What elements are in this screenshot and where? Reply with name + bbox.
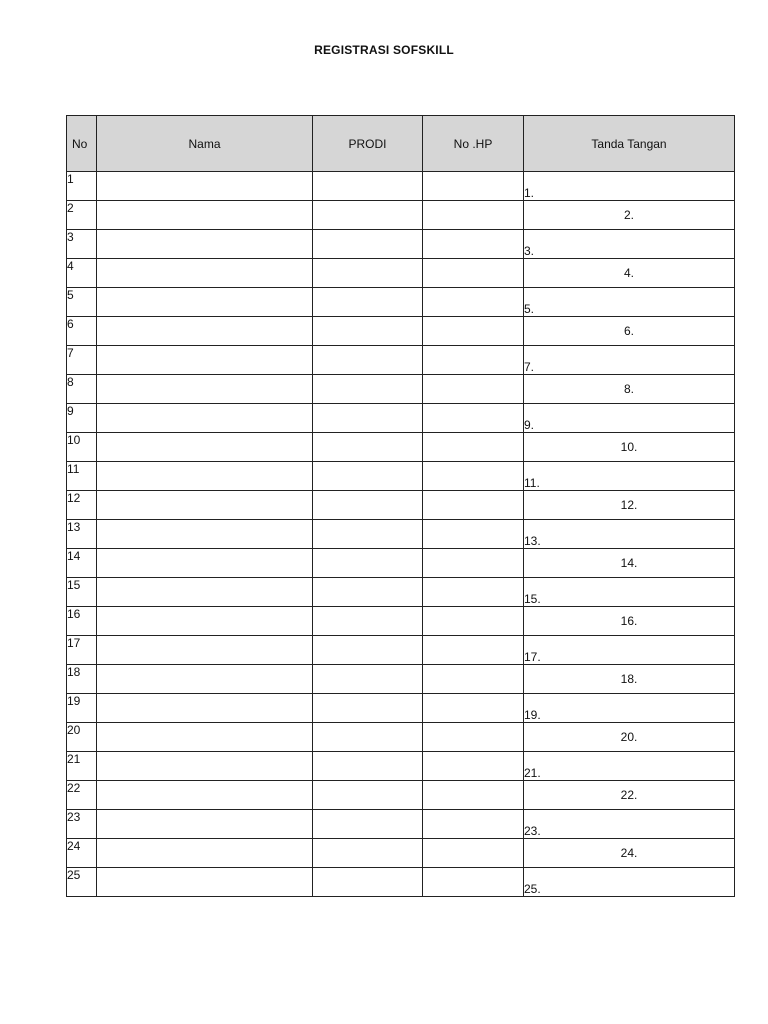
nama-cell[interactable] (97, 201, 313, 230)
nohp-cell[interactable] (423, 636, 524, 665)
table-row (67, 607, 735, 636)
nama-cell[interactable] (97, 346, 313, 375)
column-header-tanda-tangan: Tanda Tangan (524, 116, 735, 172)
nama-cell[interactable] (97, 172, 313, 201)
row-number: 20 (67, 723, 97, 752)
nohp-cell[interactable] (423, 230, 524, 259)
signature-cell[interactable]: 21. (524, 752, 735, 781)
table-row (67, 636, 735, 665)
prodi-cell[interactable] (313, 259, 423, 288)
row-number: 11 (67, 462, 97, 491)
nohp-cell[interactable] (423, 694, 524, 723)
nama-cell[interactable] (97, 404, 313, 433)
prodi-cell[interactable] (313, 288, 423, 317)
nama-cell[interactable] (97, 433, 313, 462)
signature-cell[interactable]: 20. (524, 723, 735, 752)
signature-cell[interactable]: 12. (524, 491, 735, 520)
column-header-prodi: PRODI (313, 116, 423, 172)
row-number: 17 (67, 636, 97, 665)
signature-cell[interactable]: 14. (524, 549, 735, 578)
nohp-cell[interactable] (423, 317, 524, 346)
nohp-cell[interactable] (423, 520, 524, 549)
nama-cell[interactable] (97, 665, 313, 694)
prodi-cell[interactable] (313, 868, 423, 897)
table-row (67, 433, 735, 462)
signature-cell[interactable]: 9. (524, 404, 735, 433)
signature-cell[interactable]: 22. (524, 781, 735, 810)
table-row (67, 578, 735, 607)
row-number: 22 (67, 781, 97, 810)
column-header-nohp: No .HP (423, 116, 524, 172)
column-header-nama: Nama (97, 116, 313, 172)
signature-cell[interactable]: 3. (524, 230, 735, 259)
signature-cell[interactable]: 19. (524, 694, 735, 723)
prodi-cell[interactable] (313, 752, 423, 781)
nohp-cell[interactable] (423, 665, 524, 694)
signature-cell[interactable]: 7. (524, 346, 735, 375)
nama-cell[interactable] (97, 636, 313, 665)
nohp-cell[interactable] (423, 810, 524, 839)
nama-cell[interactable] (97, 549, 313, 578)
signature-cell[interactable]: 23. (524, 810, 735, 839)
prodi-cell[interactable] (313, 578, 423, 607)
nama-cell[interactable] (97, 317, 313, 346)
nama-cell[interactable] (97, 752, 313, 781)
row-number: 9 (67, 404, 97, 433)
nama-cell[interactable] (97, 781, 313, 810)
table-row (67, 868, 735, 897)
row-number: 3 (67, 230, 97, 259)
nama-cell[interactable] (97, 375, 313, 404)
nama-cell[interactable] (97, 839, 313, 868)
prodi-cell[interactable] (313, 549, 423, 578)
prodi-cell[interactable] (313, 607, 423, 636)
table-row (67, 172, 735, 201)
table-row (67, 839, 735, 868)
row-number: 18 (67, 665, 97, 694)
nohp-cell[interactable] (423, 549, 524, 578)
row-number: 8 (67, 375, 97, 404)
prodi-cell[interactable] (313, 317, 423, 346)
signature-cell[interactable]: 16. (524, 607, 735, 636)
prodi-cell[interactable] (313, 636, 423, 665)
nama-cell[interactable] (97, 868, 313, 897)
prodi-cell[interactable] (313, 839, 423, 868)
nama-cell[interactable] (97, 230, 313, 259)
nama-cell[interactable] (97, 259, 313, 288)
row-number: 6 (67, 317, 97, 346)
nohp-cell[interactable] (423, 752, 524, 781)
signature-cell[interactable]: 1. (524, 172, 735, 201)
signature-cell[interactable]: 2. (524, 201, 735, 230)
signature-cell[interactable]: 15. (524, 578, 735, 607)
signature-cell[interactable]: 25. (524, 868, 735, 897)
prodi-cell[interactable] (313, 694, 423, 723)
table-row (67, 665, 735, 694)
signature-cell[interactable]: 17. (524, 636, 735, 665)
prodi-cell[interactable] (313, 346, 423, 375)
table-row (67, 259, 735, 288)
table-row (67, 201, 735, 230)
row-number: 4 (67, 259, 97, 288)
row-number: 2 (67, 201, 97, 230)
nohp-cell[interactable] (423, 781, 524, 810)
nohp-cell[interactable] (423, 288, 524, 317)
row-number: 10 (67, 433, 97, 462)
table-row (67, 520, 735, 549)
signature-cell[interactable]: 4. (524, 259, 735, 288)
table-header (67, 116, 735, 172)
table-row (67, 462, 735, 491)
signature-cell[interactable]: 18. (524, 665, 735, 694)
prodi-cell[interactable] (313, 781, 423, 810)
prodi-cell[interactable] (313, 375, 423, 404)
nohp-cell[interactable] (423, 839, 524, 868)
registration-table (66, 115, 735, 897)
row-number: 7 (67, 346, 97, 375)
table-row (67, 549, 735, 578)
row-number: 16 (67, 607, 97, 636)
nohp-cell[interactable] (423, 578, 524, 607)
signature-cell[interactable]: 8. (524, 375, 735, 404)
table-row (67, 491, 735, 520)
prodi-cell[interactable] (313, 404, 423, 433)
row-number: 1 (67, 172, 97, 201)
table-row (67, 317, 735, 346)
nama-cell[interactable] (97, 288, 313, 317)
nohp-cell[interactable] (423, 259, 524, 288)
nama-cell[interactable] (97, 810, 313, 839)
table-row (67, 694, 735, 723)
page-title: REGISTRASI SOFSKILL (314, 43, 454, 57)
nama-cell[interactable] (97, 607, 313, 636)
prodi-cell[interactable] (313, 810, 423, 839)
nohp-cell[interactable] (423, 172, 524, 201)
nama-cell[interactable] (97, 520, 313, 549)
table-row (67, 723, 735, 752)
prodi-cell[interactable] (313, 201, 423, 230)
nohp-cell[interactable] (423, 491, 524, 520)
nama-cell[interactable] (97, 723, 313, 752)
row-number: 14 (67, 549, 97, 578)
row-number: 24 (67, 839, 97, 868)
column-header-no: No (67, 116, 97, 172)
table-row (67, 346, 735, 375)
row-number: 12 (67, 491, 97, 520)
row-number: 13 (67, 520, 97, 549)
nama-cell[interactable] (97, 694, 313, 723)
table-row (67, 810, 735, 839)
signature-cell[interactable]: 10. (524, 433, 735, 462)
prodi-cell[interactable] (313, 723, 423, 752)
nohp-cell[interactable] (423, 375, 524, 404)
signature-cell[interactable]: 24. (524, 839, 735, 868)
nohp-cell[interactable] (423, 607, 524, 636)
table-row (67, 781, 735, 810)
prodi-cell[interactable] (313, 462, 423, 491)
signature-cell[interactable]: 13. (524, 520, 735, 549)
nohp-cell[interactable] (423, 868, 524, 897)
nama-cell[interactable] (97, 462, 313, 491)
row-number: 25 (67, 868, 97, 897)
table-row (67, 230, 735, 259)
table-row (67, 375, 735, 404)
table-row (67, 752, 735, 781)
nama-cell[interactable] (97, 578, 313, 607)
table-body (67, 172, 735, 897)
nohp-cell[interactable] (423, 201, 524, 230)
nohp-cell[interactable] (423, 433, 524, 462)
nama-cell[interactable] (97, 491, 313, 520)
signature-cell[interactable]: 11. (524, 462, 735, 491)
prodi-cell[interactable] (313, 433, 423, 462)
nohp-cell[interactable] (423, 723, 524, 752)
row-number: 21 (67, 752, 97, 781)
row-number: 19 (67, 694, 97, 723)
row-number: 23 (67, 810, 97, 839)
prodi-cell[interactable] (313, 230, 423, 259)
nohp-cell[interactable] (423, 462, 524, 491)
prodi-cell[interactable] (313, 491, 423, 520)
prodi-cell[interactable] (313, 520, 423, 549)
nohp-cell[interactable] (423, 346, 524, 375)
table-row (67, 404, 735, 433)
row-number: 15 (67, 578, 97, 607)
nohp-cell[interactable] (423, 404, 524, 433)
prodi-cell[interactable] (313, 172, 423, 201)
signature-cell[interactable]: 5. (524, 288, 735, 317)
signature-cell[interactable]: 6. (524, 317, 735, 346)
prodi-cell[interactable] (313, 665, 423, 694)
row-number: 5 (67, 288, 97, 317)
table-row (67, 288, 735, 317)
